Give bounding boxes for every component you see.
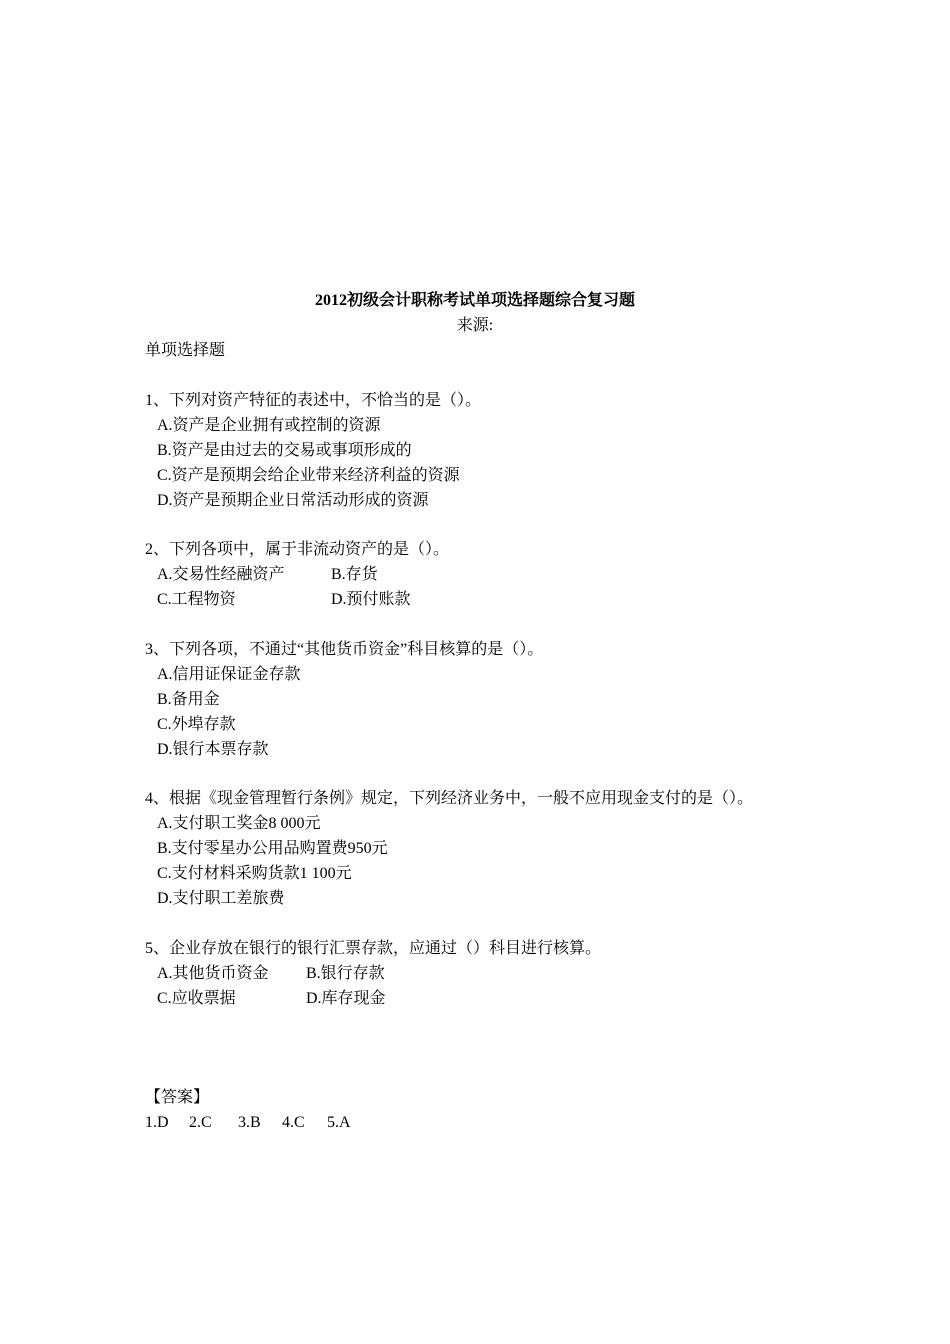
question-2-option-b: B.存货 [331,566,378,583]
question-5-option-d: D.库存现金 [306,990,386,1007]
question-4-option-a: A.支付职工奖金8 000元 [157,815,321,832]
question-1-option-d: D.资产是预期企业日常活动形成的资源 [157,492,429,509]
answer-1: 1.D [145,1114,169,1131]
question-2-option-d: D.预付账款 [331,591,411,608]
question-1-option-b: B.资产是由过去的交易或事项形成的 [157,442,412,459]
question-3-option-c: C.外埠存款 [157,716,236,733]
question-4-option-c: C.支付材料采购货款1 100元 [157,865,352,882]
question-1-stem: 1、下列对资产特征的表述中，不恰当的是（）。 [145,392,482,409]
question-3-option-b: B.备用金 [157,691,220,708]
question-5-option-b: B.银行存款 [306,965,385,982]
question-5-option-a: A.其他货币资金 [157,965,269,982]
answer-3: 3.B [238,1114,261,1131]
question-3-option-d: D.银行本票存款 [157,741,269,758]
question-4-option-d: D.支付职工差旅费 [157,890,285,907]
question-1-option-c: C.资产是预期会给企业带来经济利益的资源 [157,467,460,484]
question-5-stem: 5、企业存放在银行的银行汇票存款，应通过（）科目进行核算。 [145,940,602,957]
document-title: 2012初级会计职称考试单项选择题综合复习题 [314,292,635,309]
answer-list [145,1111,351,1135]
question-2-option-a: A.交易性经融资产 [157,566,285,583]
question-2-stem: 2、下列各项中，属于非流动资产的是（）。 [145,541,450,558]
question-5-option-c: C.应收票据 [157,990,236,1007]
question-3-option-a: A.信用证保证金存款 [157,666,301,683]
answer-2: 2.C [189,1114,212,1131]
question-3-stem: 3、下列各项，不通过“其他货币资金”科目核算的是（）。 [145,641,544,658]
section-heading: 单项选择题 [145,342,226,359]
question-4-option-b: B.支付零星办公用品购置费950元 [157,840,388,857]
question-1-option-a: A.资产是企业拥有或控制的资源 [157,417,381,434]
question-4-stem: 4、根据《现金管理暂行条例》规定，下列经济业务中，一般不应用现金支付的是（）。 [145,790,754,807]
answer-5: 5.A [327,1114,351,1131]
answer-4: 4.C [282,1114,305,1131]
answer-heading: 【答案】 [145,1089,210,1106]
question-2-option-c: C.工程物资 [157,591,236,608]
source-label: 来源: [456,317,494,334]
